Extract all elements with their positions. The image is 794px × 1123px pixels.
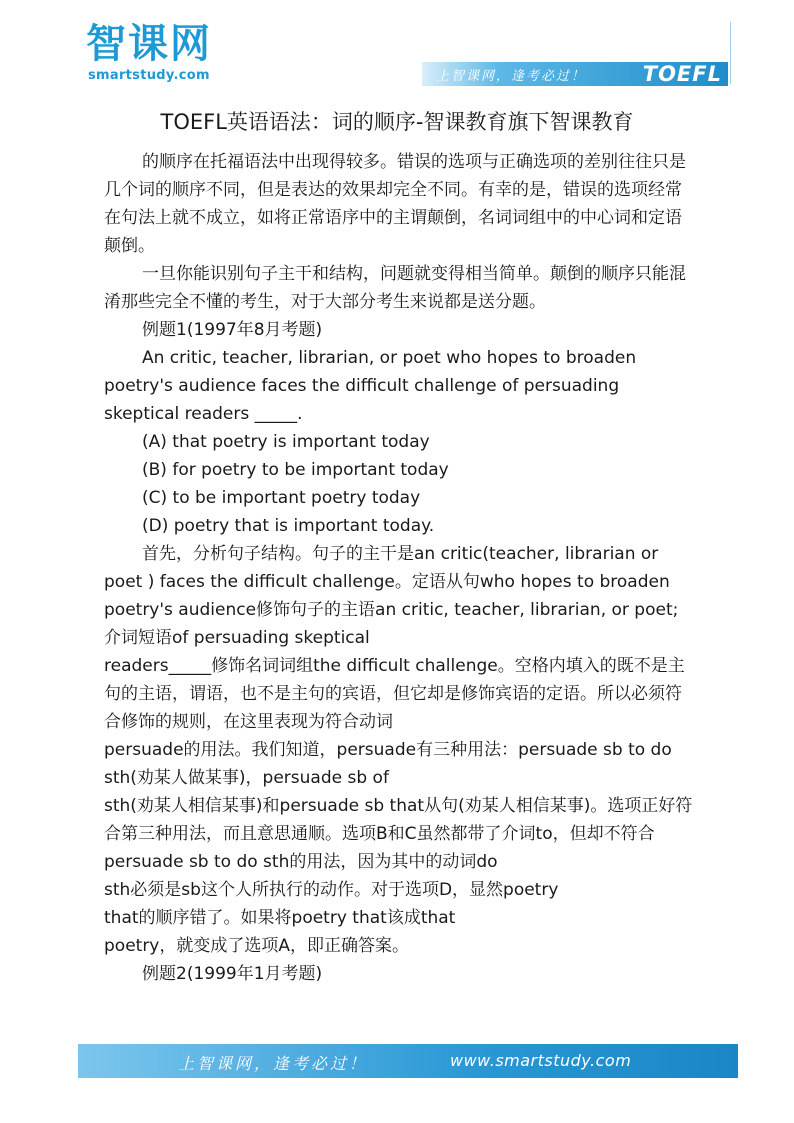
paragraph: readers_____修饰名词词组the difficult challenge。空格内填入的既不是主句的主语，谓语，也不是主句的宾语，但它却是修饰宾语的定语。所以必须符合修饰的规则，在这里表现为符合动词	[104, 656, 685, 732]
paragraph: 的顺序在托福语法中出现得较多。错误的选项与正确选项的差别往往只是几个词的顺序不同，但是表达的效果却完全不同。有幸的是，错误的选项经常在句法上就不成立，如将正常语序中的主谓颠倒，名词词组中的中心词和定语颠倒。	[104, 152, 686, 256]
paragraph: (B) for poetry to be important today	[142, 460, 449, 480]
page-footer	[78, 1044, 738, 1078]
smartstudy-logo[interactable]	[86, 20, 226, 86]
paragraph: persuade的用法。我们知道，persuade有三种用法：persuade sb to do sth(劝某人做某事)，persuade sb of	[104, 740, 672, 788]
article-body	[104, 148, 694, 988]
paragraph: sth(劝某人相信某事)和persuade sb that从句(劝某人相信某事)。选项正好符合第三种用法，而且意思通顺。选项B和C虽然都带了介词to，但却不符合persuade sb to do sth的用法，因为其中的动词do	[104, 796, 693, 872]
paragraph: sth必须是sb这个人所执行的动作。对于选项D，显然poetry	[104, 880, 559, 900]
paragraph: 例题2(1999年1月考题)	[142, 964, 323, 984]
paragraph: 例题1(1997年8月考题)	[142, 320, 323, 340]
logo-chinese-text: 智课网	[86, 21, 212, 67]
footer-url-link[interactable]: www.smartstudy.com	[450, 1051, 632, 1070]
paragraph: An critic, teacher, librarian, or poet who hopes to broaden poetry's audience faces the difficult challenge of persuading skeptical readers _____.	[104, 348, 637, 424]
footer-slogan: 上智课网，逢考必过！	[178, 1054, 369, 1073]
exam-badge: TOEFL	[642, 62, 722, 86]
header-slogan: 上智课网，逢考必过！	[436, 69, 587, 84]
paragraph: (D) poetry that is important today.	[142, 516, 435, 536]
paragraph: 一旦你能识别句子主干和结构，问题就变得相当简单。颠倒的顺序只能混淆那些完全不懂的考生，对于大部分考生来说都是送分题。	[104, 264, 686, 312]
page-title: TOEFL英语语法：词的顺序-智课教育旗下智课教育	[160, 110, 634, 134]
paragraph: that的顺序错了。如果将poetry that该成that	[104, 908, 456, 928]
header-banner	[422, 62, 728, 86]
logo-english-text: smartstudy.com	[88, 68, 210, 83]
paragraph: 首先，分析句子结构。句子的主干是an critic(teacher, librarian or poet ) faces the difficult challenge。定语从句who hopes to broaden poetry's audience修饰句子的主语an critic, teacher, librarian, or poet;介词短语of persuading skeptical	[104, 544, 679, 648]
paragraph: (C) to be important poetry today	[142, 488, 421, 508]
header-divider	[730, 22, 731, 84]
page-header	[0, 0, 794, 100]
paragraph: poetry，就变成了选项A，即正确答案。	[104, 936, 409, 956]
paragraph: (A) that poetry is important today	[142, 432, 430, 452]
